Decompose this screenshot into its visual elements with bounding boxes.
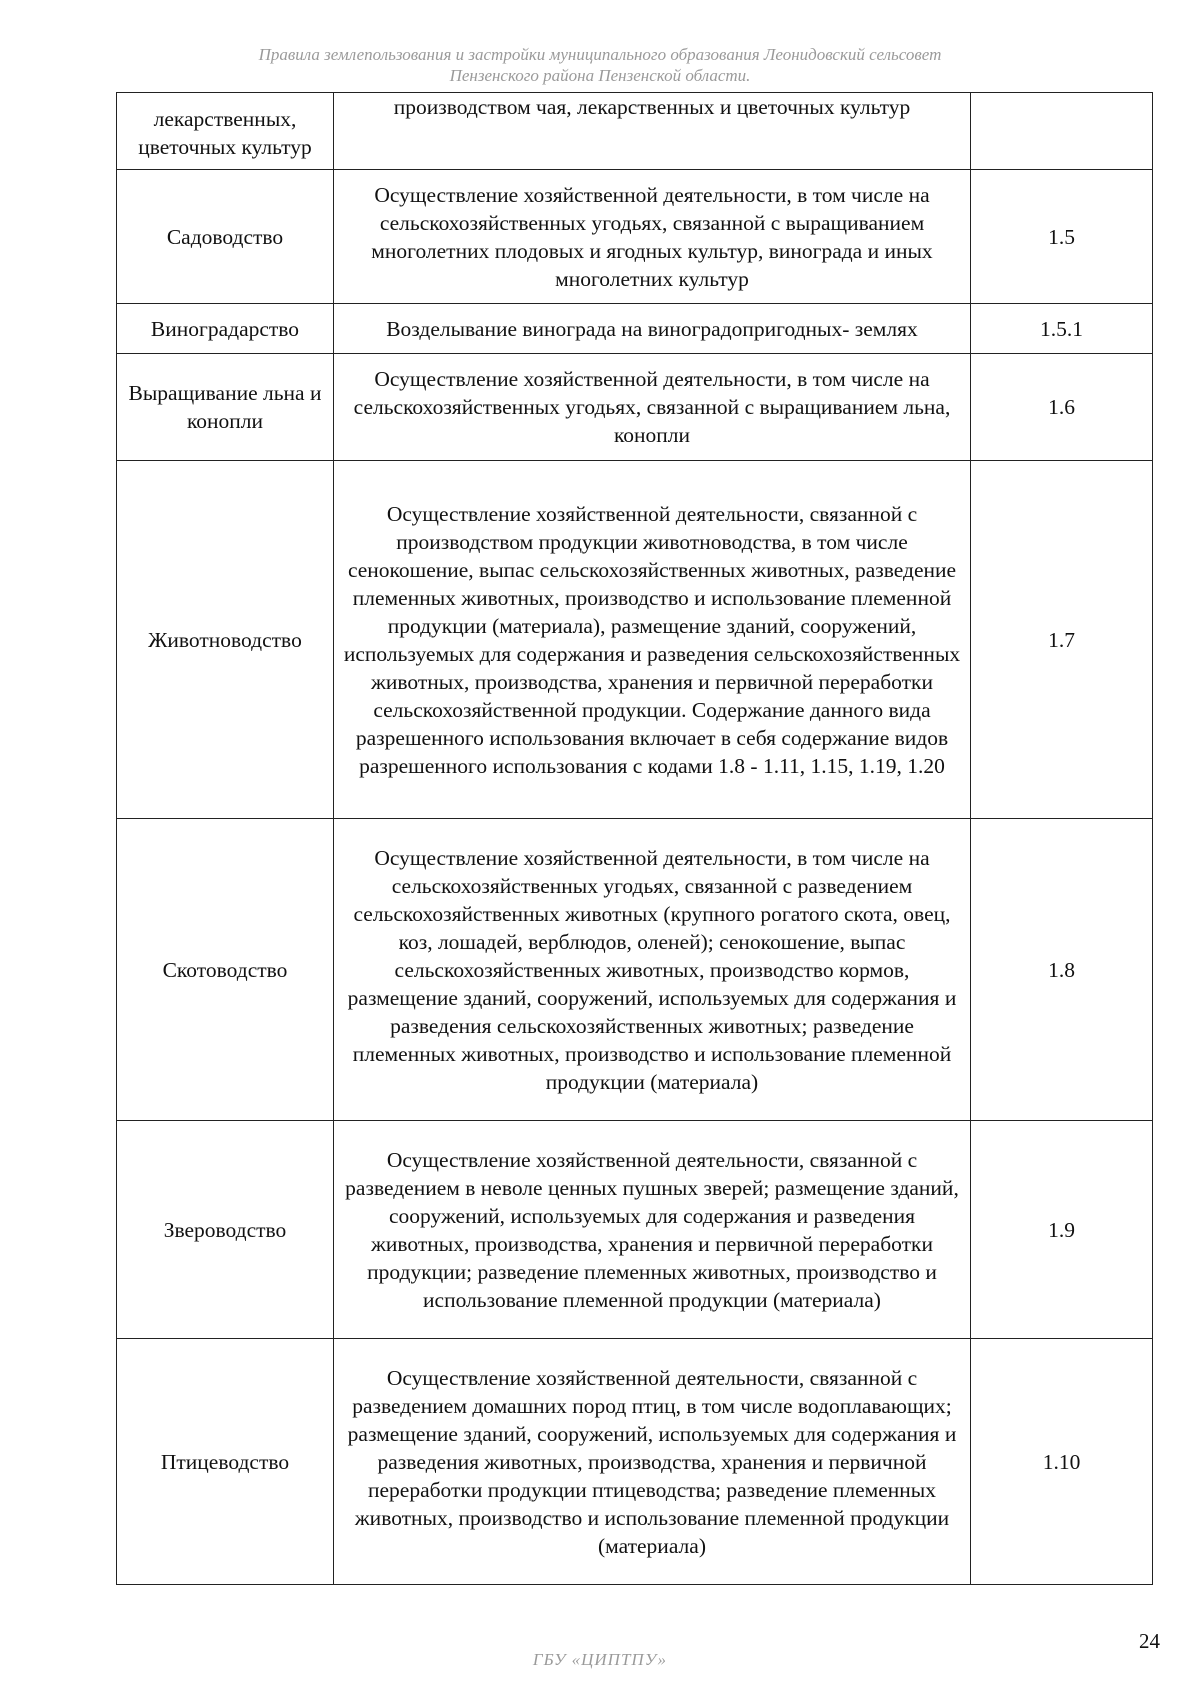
use-code-cell [971, 93, 1153, 170]
use-name-cell: Птицеводство [117, 1339, 334, 1585]
page-header-line-1: Правила землепользования и застройки муниципального образования Леонидовский сельсовет [258, 45, 942, 64]
use-description-cell: Возделывание винограда на виноградопригодных- землях [334, 304, 971, 354]
page-number: 24 [1139, 1629, 1160, 1653]
use-description-cell: производством чая, лекарственных и цветочных культур [334, 93, 971, 170]
use-description-cell: Осуществление хозяйственной деятельности, связанной с разведением в неволе ценных пушных зверей; размещение зданий, сооружений, используемых для содержания и разведения животных, производства, хранения и первичной переработки продукции; разведение племенных животных, производство и использование племенной продукции (материала) [334, 1121, 971, 1339]
use-description-cell: Осуществление хозяйственной деятельности, в том числе на сельскохозяйственных угодьях, связанной с выращиванием льна, конопли [334, 354, 971, 461]
table-row [117, 304, 1153, 354]
table-row [117, 1121, 1153, 1339]
use-code-cell: 1.10 [971, 1339, 1153, 1585]
table-row [117, 819, 1153, 1121]
land-use-table [116, 92, 1153, 1585]
use-description-cell: Осуществление хозяйственной деятельности, связанной с производством продукции животноводства, в том числе сенокошение, выпас сельскохозяйственных животных, разведение племенных животных, производство и использование племенной продукции (материала), размещение зданий, сооружений, используемых для содержания и разведения сельскохозяйственных животных, производства, хранения и первичной переработки сельскохозяйственной продукции. Содержание данного вида разрешенного использования включает в себя содержание видов разрешенного использования с кодами 1.8 - 1.11, 1.15, 1.19, 1.20 [334, 461, 971, 819]
use-name-cell: лекарственных, цветочных культур [117, 93, 334, 170]
use-code-cell: 1.8 [971, 819, 1153, 1121]
use-name-cell: Виноградарство [117, 304, 334, 354]
use-code-cell: 1.9 [971, 1121, 1153, 1339]
page-footer: ГБУ «ЦИПТПУ» [532, 1650, 668, 1669]
use-name-cell: Выращивание льна и конопли [117, 354, 334, 461]
use-description-cell: Осуществление хозяйственной деятельности, в том числе на сельскохозяйственных угодьях, связанной с выращиванием многолетних плодовых и ягодных культур, винограда и иных многолетних культур [334, 170, 971, 304]
use-code-cell: 1.7 [971, 461, 1153, 819]
use-code-cell: 1.5.1 [971, 304, 1153, 354]
use-code-cell: 1.5 [971, 170, 1153, 304]
use-name-cell: Животноводство [117, 461, 334, 819]
use-name-cell: Садоводство [117, 170, 334, 304]
use-name-cell: Звероводство [117, 1121, 334, 1339]
use-code-cell: 1.6 [971, 354, 1153, 461]
page-header [150, 44, 1050, 86]
use-name-cell: Скотоводство [117, 819, 334, 1121]
use-description-cell: Осуществление хозяйственной деятельности, в том числе на сельскохозяйственных угодьях, связанной с разведением сельскохозяйственных животных (крупного рогатого скота, овец, коз, лошадей, верблюдов, оленей); сенокошение, выпас сельскохозяйственных животных, производство кормов, размещение зданий, сооружений, используемых для содержания и разведения сельскохозяйственных животных; разведение племенных животных, производство и использование племенной продукции (материала) [334, 819, 971, 1121]
table-row [117, 354, 1153, 461]
page-header-line-2: Пензенского района Пензенской области. [449, 66, 751, 85]
table-row [117, 1339, 1153, 1585]
table-row [117, 93, 1153, 170]
table-row [117, 170, 1153, 304]
table-row [117, 461, 1153, 819]
use-description-cell: Осуществление хозяйственной деятельности, связанной с разведением домашних пород птиц, в том числе водоплавающих; размещение зданий, сооружений, используемых для содержания и разведения животных, производства, хранения и первичной переработки продукции птицеводства; разведение племенных животных, производство и использование племенной продукции (материала) [334, 1339, 971, 1585]
